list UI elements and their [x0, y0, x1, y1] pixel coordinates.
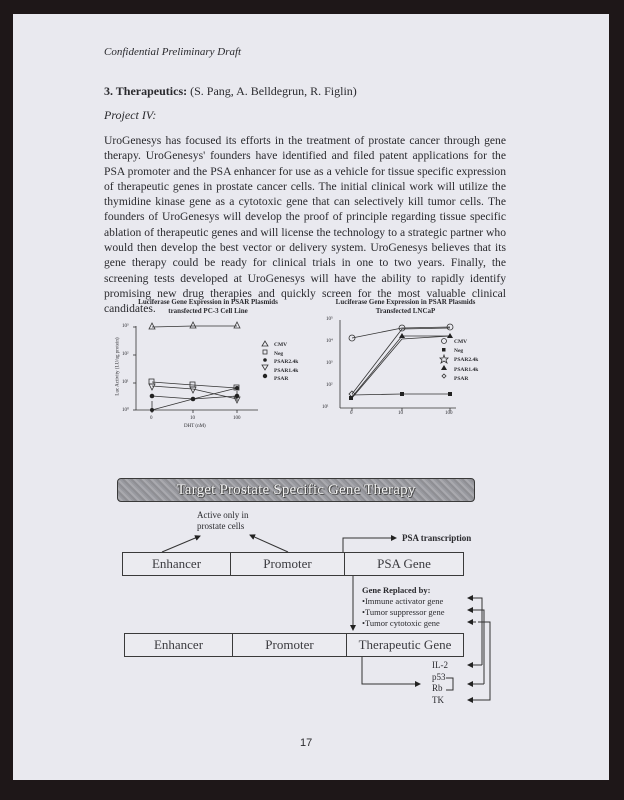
legend-item: PSAR1.4k — [454, 366, 479, 373]
y-tick: 10² — [326, 383, 333, 388]
body-paragraph: UroGenesys has focused its efforts in the treatment of prostate cancer through gene therapy. UroGenesys' founders have identified and filed patent applications for the PSA promoter and the PSA enhancer for use as a vehicle for tissue specific expression of therapeutic genes in prostate cancer cells. The initial clinical work will utilize the thymidine kinase gene as a cytotoxic gene that can selectively kill tumor cells. The founders of UroGenesys will develop the proof of principle regarding tissue specific ablation of therapeutic genes and will license the technology to a strategic partner who would then develop the best vector or delivery system. UroGenesys believes that its gene therapy could be ready for clinical trials in one to two years. Finally, the screening tests developed at UroGenesys will have the ability to rapidly identify promising new drug therapies and quickly screen for the most valuable clinical candidates. — [104, 134, 506, 316]
legend-item: CMV — [454, 339, 468, 345]
legend-item: Neg — [454, 348, 464, 355]
y-axis-label: Luc Activity (LU/ug protein) — [115, 337, 121, 396]
legend-item: PSAR — [454, 375, 469, 382]
gene-replaced-list — [362, 585, 444, 629]
legend-item: PSAR1.4k — [274, 367, 299, 374]
chart-title-line2: Transfected LNCaP — [375, 307, 436, 315]
section-title: 3. Therapeutics: — [104, 84, 188, 98]
gene-tk: TK — [432, 694, 444, 705]
x-tick: 100 — [445, 411, 453, 416]
project-label: Project IV: — [104, 108, 157, 122]
gene-il2: IL-2 — [432, 660, 448, 670]
legend-item: Neg — [274, 350, 284, 357]
x-tick: 100 — [233, 416, 241, 421]
active-label-line2: prostate cells — [197, 521, 245, 531]
section-authors: (S. Pang, A. Belldegrun, R. Figlin) — [190, 84, 357, 98]
gene-p53: p53 — [432, 671, 446, 682]
y-tick: 10⁰ — [122, 408, 130, 413]
psa-transcription-label: PSA transcription — [402, 533, 472, 543]
x-tick: 10 — [190, 416, 195, 421]
y-tick: 10¹ — [122, 380, 129, 385]
replacement-item: •Tumor cytotoxic gene — [362, 618, 440, 628]
promoter-block: Promoter — [233, 634, 347, 656]
y-tick: 10³ — [326, 361, 333, 366]
page-number: 17 — [300, 737, 313, 749]
y-tick: 10⁴ — [326, 339, 333, 344]
y-tick: 10¹ — [322, 405, 329, 410]
x-axis-label: DHT (nM) — [184, 424, 206, 429]
legend-item: PSAR2.4k — [454, 357, 479, 364]
legend-item: CMV — [274, 342, 288, 348]
gene-construct-therapeutic — [124, 633, 464, 657]
y-tick: 10⁵ — [326, 317, 333, 322]
psa-gene-block: PSA Gene — [377, 556, 431, 571]
gene-replaced-title: Gene Replaced by: — [362, 585, 431, 595]
legend-item: PSAR2.4k — [274, 359, 299, 366]
replacement-item: •Tumor suppressor gene — [362, 607, 445, 617]
y-tick: 10² — [122, 352, 129, 357]
x-tick: 0 — [150, 416, 153, 421]
x-tick: 0 — [350, 411, 353, 416]
gene-list — [432, 660, 448, 706]
active-label-line1: Active only in — [197, 510, 249, 520]
gene-rb: Rb — [432, 683, 443, 693]
enhancer-block: Enhancer — [123, 553, 231, 575]
promoter-block: Promoter — [231, 553, 345, 575]
enhancer-block: Enhancer — [125, 634, 233, 656]
therapeutic-gene-block: Therapeutic Gene — [358, 637, 452, 652]
chart-title-line2: transfected PC-3 Cell Line — [168, 307, 248, 315]
legend-item: PSAR — [274, 376, 289, 383]
x-tick: 10 — [398, 411, 403, 416]
chart-title-line1: Luciferase Gene Expression in PSAR Plasmids — [138, 298, 278, 306]
confidential-header: Confidential Preliminary Draft — [104, 46, 242, 58]
replacement-item: •Immune activator gene — [362, 596, 444, 606]
chart-title-line1: Luciferase Gene Expression in PSAR Plasmids — [335, 298, 476, 306]
gene-construct-psa — [122, 552, 464, 576]
banner-title: Target Prostate Specific Gene Therapy — [176, 481, 416, 498]
y-tick: 10³ — [122, 324, 129, 329]
